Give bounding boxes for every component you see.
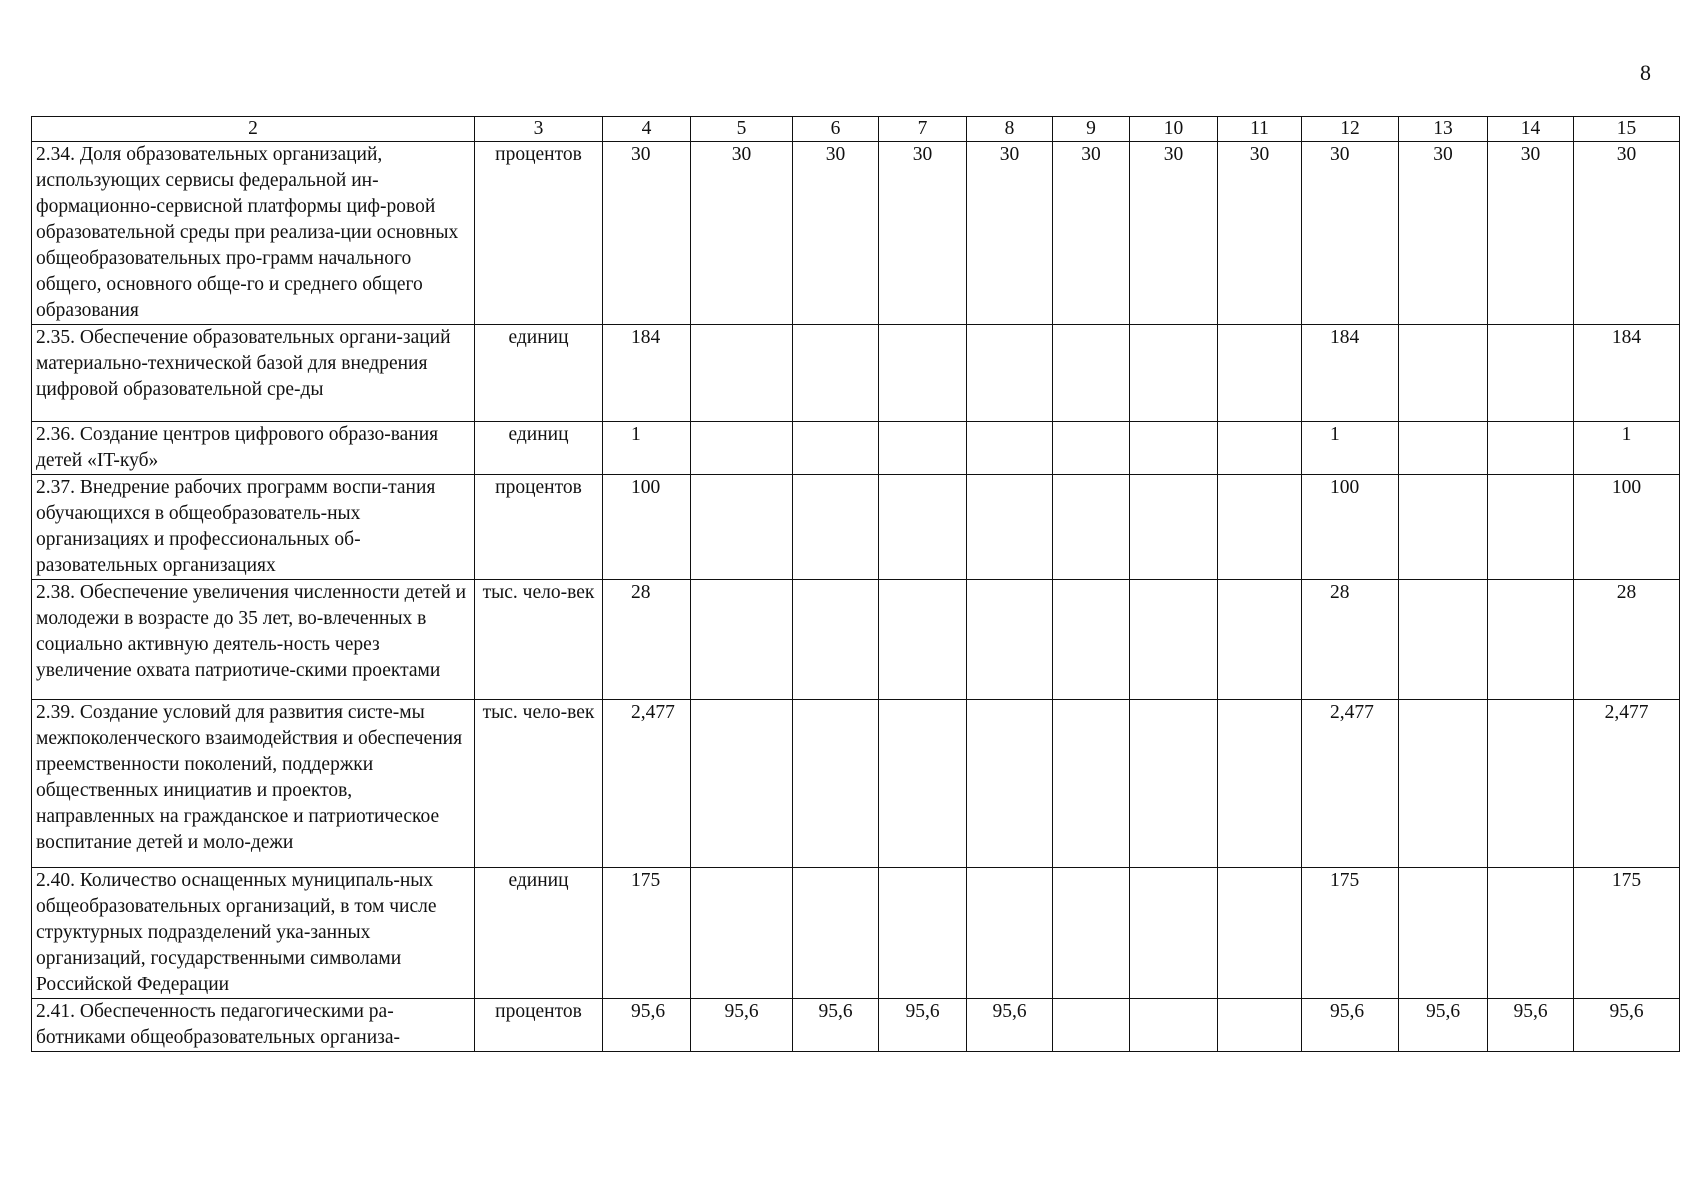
value-cell-col-7 [879,475,967,580]
value-cell-col-4: 100 [603,475,691,580]
indicator-unit: единиц [475,868,603,999]
indicator-name: 2.36. Создание центров цифрового образо-вания детей «IT-куб» [32,422,475,475]
value-cell-col-4: 28 [603,580,691,700]
header-cell-col-12: 12 [1302,117,1399,142]
page-number: 8 [1640,60,1651,85]
indicator-unit: процентов [475,475,603,580]
value-cell-col-15: 2,477 [1574,700,1680,868]
header-cell-col-10: 10 [1130,117,1218,142]
value-cell-col-9 [1053,700,1130,868]
value-cell-col-4: 2,477 [603,700,691,868]
value-cell-col-7 [879,325,967,422]
value-cell-col-11 [1218,999,1302,1052]
value-cell-col-11 [1218,868,1302,999]
value-cell-col-8 [967,700,1053,868]
value-cell-col-6 [793,700,879,868]
value-cell-col-8: 95,6 [967,999,1053,1052]
table-body [32,117,1680,1052]
value-cell-col-15: 1 [1574,422,1680,475]
value-cell-col-6 [793,325,879,422]
table-row [32,325,1680,422]
value-cell-col-12: 184 [1302,325,1399,422]
value-cell-col-6 [793,475,879,580]
header-cell-col-2: 2 [32,117,475,142]
header-cell-col-11: 11 [1218,117,1302,142]
value-cell-col-6 [793,580,879,700]
header-cell-col-15: 15 [1574,117,1680,142]
indicator-unit: процентов [475,142,603,325]
value-cell-col-6 [793,422,879,475]
value-cell-col-11 [1218,422,1302,475]
header-cell-col-6: 6 [793,117,879,142]
value-cell-col-10 [1130,868,1218,999]
value-cell-col-13 [1399,868,1488,999]
value-cell-col-13 [1399,700,1488,868]
header-cell-col-14: 14 [1488,117,1574,142]
value-cell-col-10 [1130,700,1218,868]
value-cell-col-8 [967,475,1053,580]
header-cell-col-9: 9 [1053,117,1130,142]
value-cell-col-10 [1130,475,1218,580]
indicator-unit: тыс. чело-век [475,700,603,868]
value-cell-col-10 [1130,999,1218,1052]
value-cell-col-11: 30 [1218,142,1302,325]
value-cell-col-10: 30 [1130,142,1218,325]
header-cell-col-13: 13 [1399,117,1488,142]
value-cell-col-5 [691,580,793,700]
value-cell-col-12: 95,6 [1302,999,1399,1052]
indicator-unit: процентов [475,999,603,1052]
value-cell-col-14 [1488,580,1574,700]
indicator-unit: единиц [475,325,603,422]
value-cell-col-10 [1130,422,1218,475]
value-cell-col-14 [1488,475,1574,580]
value-cell-col-13 [1399,422,1488,475]
value-cell-col-8 [967,422,1053,475]
value-cell-col-15: 30 [1574,142,1680,325]
table-row [32,999,1680,1052]
value-cell-col-13 [1399,325,1488,422]
value-cell-col-5 [691,422,793,475]
value-cell-col-15: 184 [1574,325,1680,422]
value-cell-col-14 [1488,422,1574,475]
value-cell-col-7: 95,6 [879,999,967,1052]
value-cell-col-15: 100 [1574,475,1680,580]
header-row [32,117,1680,142]
header-cell-col-3: 3 [475,117,603,142]
value-cell-col-14: 30 [1488,142,1574,325]
indicator-name: 2.39. Создание условий для развития систе-мы межпоколенческого взаимодействия и обеспечения преемственности поколений, поддержки общественных инициатив и проектов, направленных на гражданское и патриотическое воспитание детей и моло-дежи [32,700,475,868]
value-cell-col-13: 95,6 [1399,999,1488,1052]
value-cell-col-5 [691,475,793,580]
value-cell-col-6: 30 [793,142,879,325]
indicator-name: 2.41. Обеспеченность педагогическими ра-ботниками общеобразовательных организа- [32,999,475,1052]
value-cell-col-8: 30 [967,142,1053,325]
table-row [32,868,1680,999]
value-cell-col-8 [967,580,1053,700]
table-row [32,580,1680,700]
value-cell-col-5: 95,6 [691,999,793,1052]
value-cell-col-7 [879,580,967,700]
value-cell-col-12: 30 [1302,142,1399,325]
value-cell-col-14 [1488,325,1574,422]
value-cell-col-8 [967,868,1053,999]
indicator-unit: тыс. чело-век [475,580,603,700]
header-cell-col-4: 4 [603,117,691,142]
indicator-name: 2.38. Обеспечение увеличения численности детей и молодежи в возрасте до 35 лет, во-влеченных в социально активную деятель-ность через увеличение охвата патриотиче-скими проектами [32,580,475,700]
value-cell-col-5: 30 [691,142,793,325]
value-cell-col-6 [793,868,879,999]
value-cell-col-12: 28 [1302,580,1399,700]
indicator-name: 2.34. Доля образовательных организаций, использующих сервисы федеральной ин-формационно-сервисной платформы циф-ровой образовательной среды при реализа-ции основных общеобразовательных про-грамм начального общего, основного обще-го и среднего общего образования [32,142,475,325]
value-cell-col-13: 30 [1399,142,1488,325]
indicator-name: 2.40. Количество оснащенных муниципаль-ных общеобразовательных организаций, в том числе структурных подразделений ука-занных организаций, государственными символами Российской Федерации [32,868,475,999]
value-cell-col-12: 100 [1302,475,1399,580]
header-cell-col-5: 5 [691,117,793,142]
value-cell-col-13 [1399,580,1488,700]
value-cell-col-10 [1130,580,1218,700]
value-cell-col-4: 1 [603,422,691,475]
table-row [32,475,1680,580]
value-cell-col-10 [1130,325,1218,422]
value-cell-col-4: 175 [603,868,691,999]
value-cell-col-9: 30 [1053,142,1130,325]
value-cell-col-14 [1488,700,1574,868]
value-cell-col-7 [879,422,967,475]
value-cell-col-4: 184 [603,325,691,422]
value-cell-col-14 [1488,868,1574,999]
value-cell-col-4: 30 [603,142,691,325]
value-cell-col-11 [1218,700,1302,868]
indicator-unit: единиц [475,422,603,475]
indicators-table [31,116,1680,1052]
value-cell-col-11 [1218,325,1302,422]
value-cell-col-4: 95,6 [603,999,691,1052]
value-cell-col-7 [879,700,967,868]
value-cell-col-6: 95,6 [793,999,879,1052]
value-cell-col-15: 95,6 [1574,999,1680,1052]
value-cell-col-11 [1218,580,1302,700]
value-cell-col-12: 2,477 [1302,700,1399,868]
header-cell-col-7: 7 [879,117,967,142]
value-cell-col-5 [691,700,793,868]
value-cell-col-12: 1 [1302,422,1399,475]
table-row [32,142,1680,325]
indicator-name: 2.37. Внедрение рабочих программ воспи-тания обучающихся в общеобразователь-ных организациях и профессиональных об-разовательных организациях [32,475,475,580]
value-cell-col-9 [1053,868,1130,999]
value-cell-col-9 [1053,422,1130,475]
value-cell-col-7 [879,868,967,999]
value-cell-col-7: 30 [879,142,967,325]
value-cell-col-9 [1053,580,1130,700]
indicator-name: 2.35. Обеспечение образовательных органи-заций материально-технической базой для внедрения цифровой образовательной сре-ды [32,325,475,422]
value-cell-col-8 [967,325,1053,422]
value-cell-col-9 [1053,325,1130,422]
table-row [32,700,1680,868]
value-cell-col-5 [691,325,793,422]
header-cell-col-8: 8 [967,117,1053,142]
value-cell-col-9 [1053,999,1130,1052]
value-cell-col-11 [1218,475,1302,580]
value-cell-col-5 [691,868,793,999]
value-cell-col-14: 95,6 [1488,999,1574,1052]
value-cell-col-13 [1399,475,1488,580]
value-cell-col-9 [1053,475,1130,580]
value-cell-col-15: 175 [1574,868,1680,999]
value-cell-col-12: 175 [1302,868,1399,999]
value-cell-col-15: 28 [1574,580,1680,700]
table-row [32,422,1680,475]
